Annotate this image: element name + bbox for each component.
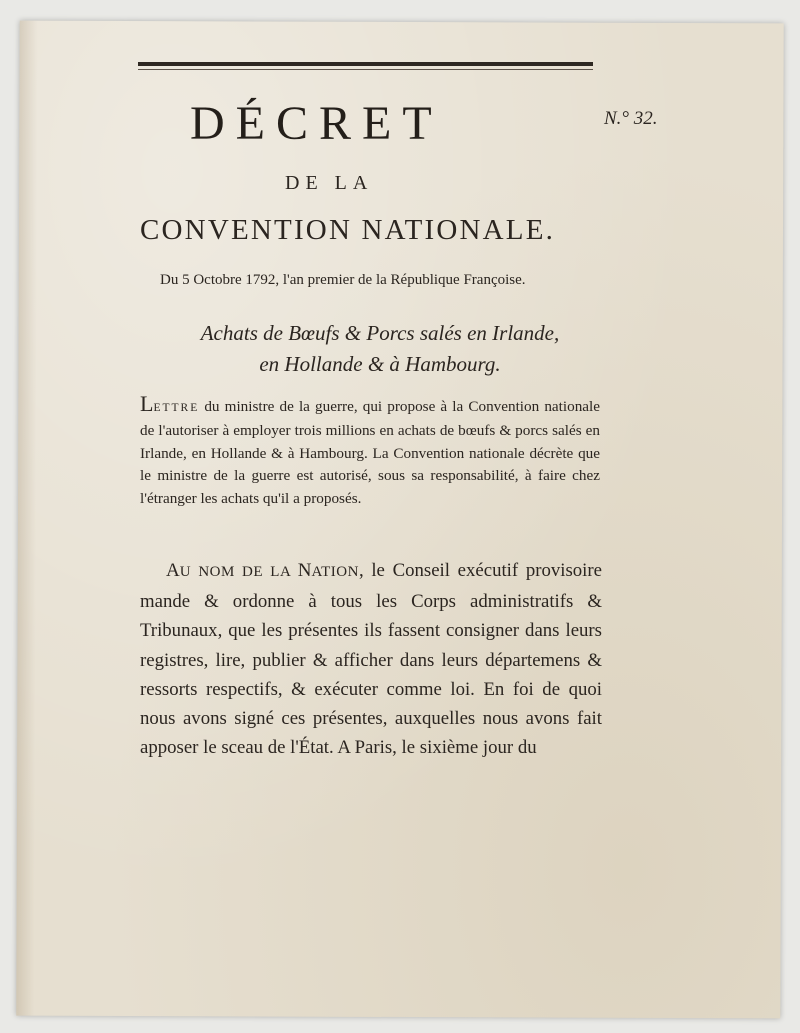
small-caps-ation: ATION — [311, 564, 359, 580]
paragraph-lettre — [140, 391, 600, 511]
subtitle-line-1: Achats de Bœufs & Porcs salés en Irlande, — [200, 321, 560, 345]
title-de-la: DE LA — [285, 172, 374, 194]
document-page — [16, 21, 783, 1019]
small-caps-au-nom: U NOM DE LA — [179, 564, 298, 580]
page-edge-shadow — [16, 21, 37, 1016]
small-caps-ettre: ETTRE — [153, 402, 200, 414]
title-convention: CONVENTION NATIONALE. — [140, 214, 556, 246]
header-rule — [138, 62, 593, 66]
date-line: Du 5 Octobre 1792, l'an premier de la République Françoise. — [160, 272, 526, 288]
subtitle-line-2: en Hollande & à Hambourg. — [259, 352, 501, 376]
decree-title: DÉCRET — [190, 97, 443, 150]
decree-subtitle — [140, 318, 620, 380]
paragraph-lettre-text: du ministre de la guerre, qui propose à la Convention nationale de l'autoriser à employer trois millions en achats de bœufs & porcs salés en Irlande, en Hollande & à Hambourg. La Convention nationale décrète que le ministre de la guerre est autorisé, sous sa responsabilité, à faire chez l'étranger les achats qu'il a proposés. — [140, 398, 600, 508]
decree-number: N.° 32. — [604, 108, 658, 129]
header-rule-thin — [138, 69, 593, 70]
initial-n: N — [297, 560, 312, 581]
drop-initial-l: L — [140, 391, 154, 416]
paragraph-au-nom-text: , le Conseil exécutif provisoire mande & ordonne à tous les Corps administratifs & Tribunaux, que les présentes ils fassent consigner dans leurs registres, lire, publier & afficher dans leurs départemens & ressorts respectifs, & exécuter comme loi. En foi de quoi nous avons signé ces présentes, auxquelles nous avons fait apposer le sceau de l'État. A Paris, le sixième jour du — [140, 560, 602, 759]
paragraph-au-nom — [140, 556, 602, 762]
initial-a: A — [166, 560, 180, 581]
